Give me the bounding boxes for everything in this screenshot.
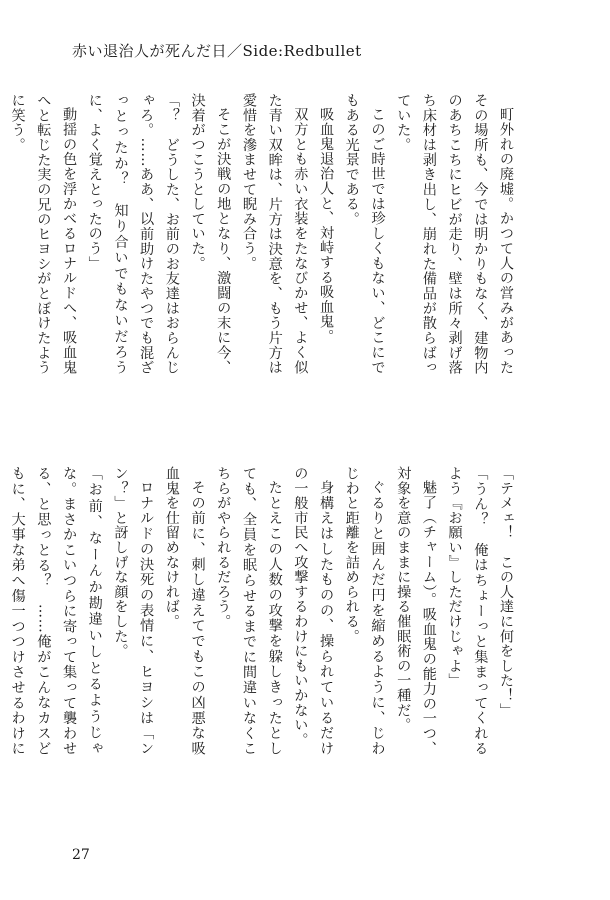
paragraph: 双方とも赤い衣装をたなびかせ、よく似た青い双眸は、片方は決意を、もう片方は愛惜を滲ませて睨み合う。 — [240, 93, 309, 375]
paragraph: その前に、刺し違えてでもこの凶悪な吸血鬼を仕留めなければ。 — [163, 466, 206, 756]
running-header: 赤い退治人が死んだ日／Side:Redbullet — [72, 42, 362, 60]
paragraph: 魅了（チャーム）。吸血鬼の能力の一つ、対象を意のままに操る催眠術の一種だ。 — [395, 466, 437, 756]
paragraph: 「テメェ！ この人達に何をした！」 — [498, 466, 514, 718]
paragraph: 吸血鬼退治人と、対峙する吸血鬼。 — [318, 107, 335, 344]
text-block-bottom — [9, 466, 518, 756]
paragraph: 町外れの廃墟。かつて人の営みがあったその場所も、今では明かりもなく、建物内のあちこちにヒビが走り、壁は所々剥げ落ち床材は剥き出し、崩れた備品が散らばっていた。 — [395, 93, 514, 375]
paragraph: このご時世では珍しくもない、どこにでもある光景である。 — [343, 93, 386, 375]
paragraph: ロナルドの決死の表情に、ヒヨシは「ンン？」と訝しげな顔をした。 — [112, 466, 155, 756]
paragraph: 「お前、なーんか勘違いしとるようじゃな。まさかこいつらに寄って集って襲わせる、と思っとる？ ……俺がこんなカスどもに、大事な弟へ傷一つつけさせるわけに — [9, 466, 103, 756]
paragraph: ぐるりと囲んだ円を縮めるように、じわじわと距離を詰められる。 — [343, 466, 386, 756]
paragraph: 「うん？ 俺はちょーっと集まってくれるよう『お願い』しただけじゃよ」 — [446, 466, 489, 756]
paragraph: 動揺の色を浮かべるロナルドへ、吸血鬼へと転じた実の兄のヒヨシがとぼけたように笑う。 — [9, 93, 78, 375]
paragraph: そこが決戦の地となり、激闘の末に今、決着がつこうとしていた。 — [189, 93, 232, 375]
paragraph: 「？ どうした、お前のお友達はおらんじゃろ。……ああ、以前助けたやつでも混ざっとったか？ 知り合いでもないだろうに、よく覚えとったのう」 — [86, 93, 180, 375]
page-number: 27 — [72, 847, 90, 863]
paragraph: 身構えはしたものの、操られているだけの一般市民へ攻撃するわけにもいかない。 — [292, 466, 335, 756]
text-block-top — [9, 93, 518, 375]
paragraph: たとえこの人数の攻撃を躱しきったとしても、全員を眠らせるまでに間違いなくこちらがやられるだろう。 — [215, 466, 283, 756]
paragraph — [0, 93, 4, 375]
